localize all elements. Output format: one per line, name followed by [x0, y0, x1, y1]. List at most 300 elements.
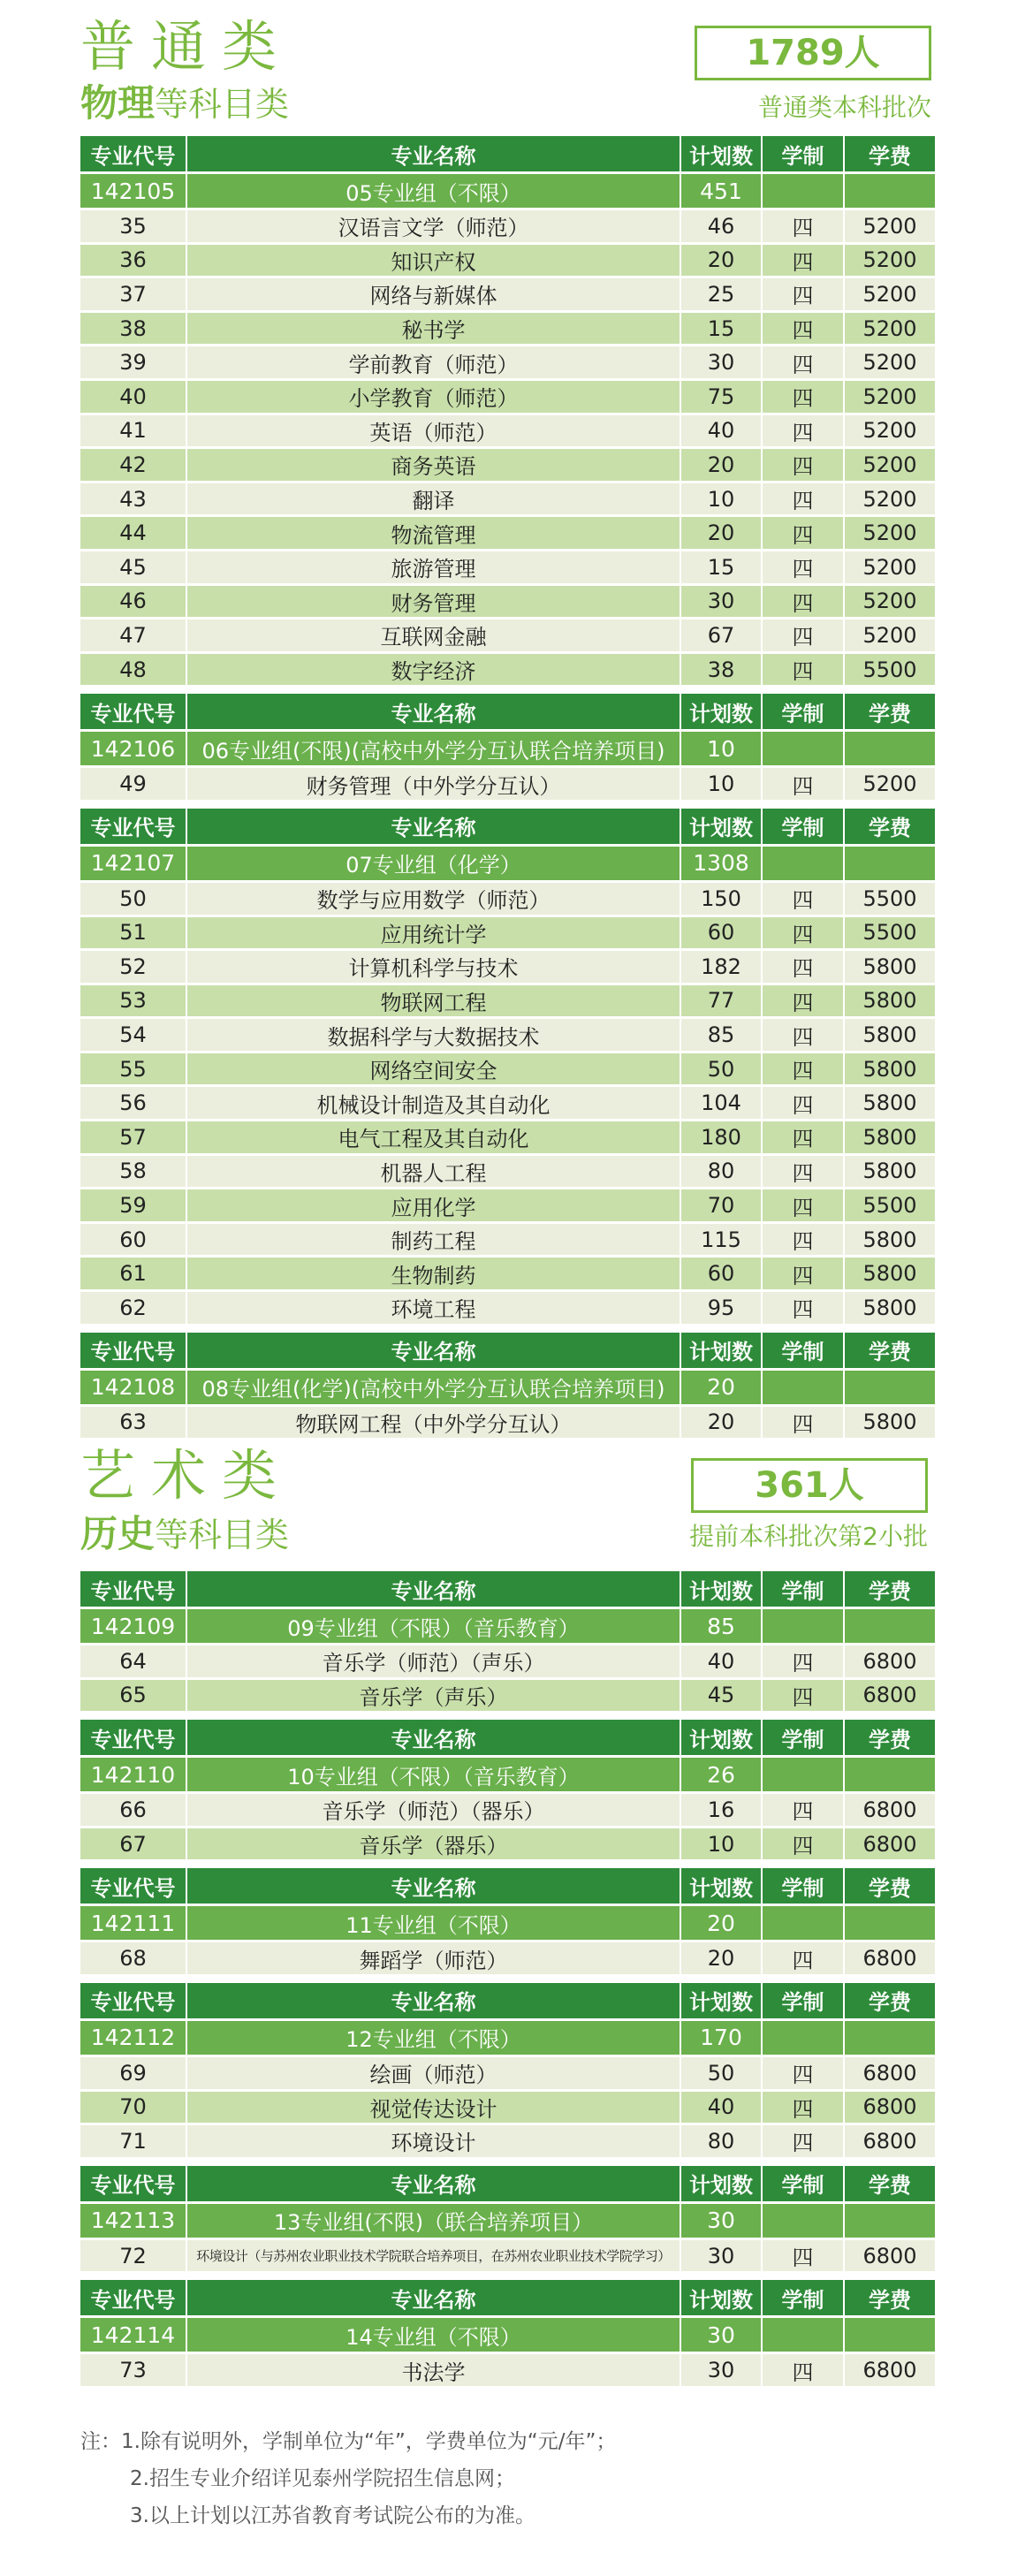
major-plan: 85 [681, 1019, 763, 1051]
major-name: 机械设计制造及其自动化 [187, 1087, 681, 1119]
group-row [80, 1758, 935, 1791]
major-code: 50 [80, 883, 187, 915]
table-row [80, 985, 935, 1017]
major-code: 53 [80, 985, 187, 1017]
major-plan: 40 [681, 1645, 763, 1677]
major-plan: 30 [681, 2354, 763, 2386]
major-fee: 6800 [862, 2128, 917, 2154]
group-table [80, 1720, 935, 1859]
major-fee: 6800 [862, 2358, 917, 2383]
major-name: 计算机科学与技术 [187, 951, 681, 983]
major-fee: 6800 [862, 1797, 917, 1822]
major-fee: 5200 [862, 771, 917, 797]
major-years: 四 [763, 1292, 845, 1324]
group-plan: 20 [681, 1906, 763, 1940]
table-row [80, 517, 935, 549]
major-years: 四 [763, 2240, 845, 2272]
group-years-empty [763, 1609, 845, 1643]
major-name: 生物制药 [187, 1258, 681, 1289]
group-fee-empty [845, 174, 935, 208]
major-code: 69 [80, 2057, 187, 2089]
col-header-plan: 计划数 [681, 694, 763, 729]
col-header-name: 专业名称 [187, 1333, 681, 1368]
table-row [80, 1258, 935, 1289]
major-years: 四 [763, 1087, 845, 1119]
col-header-plan: 计划数 [681, 1983, 763, 2018]
table-header-row [80, 809, 935, 844]
subject-bold: 物理 [80, 81, 156, 125]
col-header-name: 专业名称 [187, 1868, 681, 1904]
major-name: 应用统计学 [187, 917, 681, 949]
major-code: 72 [80, 2240, 187, 2272]
major-plan: 180 [681, 1121, 763, 1153]
group-code: 142114 [80, 2318, 187, 2352]
general-section [80, 14, 935, 1447]
group-plan: 26 [681, 1758, 763, 1791]
group-row [80, 1906, 935, 1940]
footnotes [80, 2423, 616, 2534]
major-years: 四 [763, 768, 845, 800]
section-subject [80, 1514, 289, 1555]
major-code: 37 [80, 278, 187, 310]
major-fee: 5200 [862, 213, 917, 239]
major-code: 71 [80, 2125, 187, 2157]
major-years: 四 [763, 1121, 845, 1153]
major-name: 视觉传达设计 [187, 2092, 681, 2124]
table-row [80, 1053, 935, 1085]
major-code: 38 [80, 313, 187, 345]
table-row [80, 483, 935, 515]
table-row [80, 1942, 935, 1974]
table-row [80, 2092, 935, 2124]
subject-bold: 历史 [80, 1512, 156, 1555]
col-header-fee: 学费 [869, 2173, 911, 2199]
table-row [80, 654, 935, 686]
major-plan: 182 [681, 951, 763, 983]
major-plan: 80 [681, 1156, 763, 1188]
major-fee: 5800 [862, 1056, 917, 1082]
major-name: 数字经济 [187, 654, 681, 686]
major-plan: 115 [681, 1224, 763, 1256]
major-code: 58 [80, 1156, 187, 1188]
table-row [80, 1156, 935, 1188]
group-years-empty [763, 2318, 845, 2352]
major-fee: 5200 [862, 247, 917, 273]
section-title: 艺术类 [80, 1443, 293, 1508]
group-row [80, 2021, 935, 2055]
major-fee: 5200 [862, 589, 917, 614]
group-row [80, 847, 935, 880]
group-fee-empty [845, 732, 935, 765]
group-fee-empty [845, 1371, 935, 1404]
group-plan: 10 [681, 732, 763, 765]
table-row [80, 1292, 935, 1324]
major-code: 35 [80, 210, 187, 242]
col-header-years: 学制 [763, 1571, 845, 1607]
major-code: 55 [80, 1053, 187, 1085]
col-header-code: 专业代号 [80, 2166, 187, 2201]
col-header-name: 专业名称 [187, 2280, 681, 2315]
major-name: 商务英语 [187, 449, 681, 481]
group-code: 142113 [80, 2204, 187, 2238]
major-years: 四 [763, 1189, 845, 1221]
major-fee: 6800 [862, 1831, 917, 1857]
group-code: 142112 [80, 2021, 187, 2055]
table-row [80, 2057, 935, 2089]
major-fee: 5200 [862, 554, 917, 580]
major-plan: 77 [681, 985, 763, 1017]
table-header-row [80, 1720, 935, 1755]
major-code: 43 [80, 483, 187, 515]
table-header-row [80, 1868, 935, 1904]
col-header-plan: 计划数 [681, 1868, 763, 1904]
group-row [80, 2318, 935, 2352]
major-code: 44 [80, 517, 187, 549]
col-header-name: 专业名称 [187, 1720, 681, 1755]
major-years: 四 [763, 586, 845, 618]
table-row [80, 2125, 935, 2157]
col-header-code: 专业代号 [80, 1720, 187, 1755]
major-years: 四 [763, 619, 845, 651]
group-years-empty [763, 847, 845, 880]
col-header-years: 学制 [763, 1720, 845, 1755]
major-years: 四 [763, 381, 845, 413]
major-fee: 6800 [862, 2243, 917, 2268]
major-code: 66 [80, 1794, 187, 1826]
major-years: 四 [763, 985, 845, 1017]
group-table [80, 809, 935, 1324]
major-code: 36 [80, 245, 187, 277]
table-row [80, 1019, 935, 1051]
major-name: 电气工程及其自动化 [187, 1121, 681, 1153]
group-name: 13专业组(不限)（联合培养项目） [187, 2204, 681, 2238]
major-code: 65 [80, 1680, 187, 1712]
col-header-name: 专业名称 [187, 694, 681, 729]
major-fee: 5800 [862, 1022, 917, 1048]
major-years: 四 [763, 2125, 845, 2157]
table-row [80, 210, 935, 242]
group-years-empty [763, 1758, 845, 1791]
major-name: 环境设计（与苏州农业职业技术学院联合培养项目，在苏州农业职业技术学院学习） [187, 2240, 681, 2272]
group-code: 142110 [80, 1758, 187, 1791]
major-code: 67 [80, 1828, 187, 1860]
major-plan: 60 [681, 917, 763, 949]
major-years: 四 [763, 1407, 845, 1439]
major-fee: 5200 [862, 281, 917, 307]
major-plan: 95 [681, 1292, 763, 1324]
table-row [80, 381, 935, 413]
major-code: 60 [80, 1224, 187, 1256]
major-years: 四 [763, 449, 845, 481]
group-years-empty [763, 732, 845, 765]
group-name: 07专业组（化学） [187, 847, 681, 880]
table-header-row [80, 1983, 935, 2018]
major-plan: 70 [681, 1189, 763, 1221]
major-plan: 50 [681, 1053, 763, 1085]
group-plan: 20 [681, 1371, 763, 1404]
major-years: 四 [763, 483, 845, 515]
batch-label: 提前本科批次第2小批 [689, 1522, 928, 1551]
major-plan: 20 [681, 245, 763, 277]
major-plan: 80 [681, 2125, 763, 2157]
major-years: 四 [763, 2092, 845, 2124]
major-name: 物联网工程（中外学分互认） [187, 1407, 681, 1439]
major-plan: 25 [681, 278, 763, 310]
major-years: 四 [763, 1224, 845, 1256]
col-header-name: 专业名称 [187, 2166, 681, 2201]
major-years: 四 [763, 1794, 845, 1826]
major-name: 音乐学（师范）（声乐） [187, 1645, 681, 1677]
major-plan: 10 [681, 483, 763, 515]
major-plan: 40 [681, 415, 763, 447]
major-plan: 38 [681, 654, 763, 686]
major-name: 物联网工程 [187, 985, 681, 1017]
col-header-name: 专业名称 [187, 136, 681, 171]
col-header-fee: 学费 [869, 1875, 911, 1901]
major-name: 网络与新媒体 [187, 278, 681, 310]
major-fee: 5200 [862, 315, 917, 341]
major-years: 四 [763, 313, 845, 345]
major-years: 四 [763, 278, 845, 310]
group-plan: 170 [681, 2021, 763, 2055]
major-years: 四 [763, 883, 845, 915]
major-code: 52 [80, 951, 187, 983]
major-years: 四 [763, 517, 845, 549]
table-row [80, 883, 935, 915]
table-row [80, 1828, 935, 1860]
major-plan: 67 [681, 619, 763, 651]
table-row [80, 2240, 935, 2272]
major-fee: 5200 [862, 418, 917, 444]
major-name: 翻译 [187, 483, 681, 515]
major-fee: 5200 [862, 384, 917, 409]
col-header-plan: 计划数 [681, 1333, 763, 1368]
col-header-fee: 学费 [869, 701, 911, 726]
table-row [80, 1087, 935, 1119]
major-code: 70 [80, 2092, 187, 2124]
major-fee: 6800 [862, 2060, 917, 2086]
group-code: 142107 [80, 847, 187, 880]
group-years-empty [763, 1371, 845, 1404]
major-name: 财务管理 [187, 586, 681, 618]
major-plan: 16 [681, 1794, 763, 1826]
group-table [80, 694, 935, 800]
group-table [80, 2166, 935, 2272]
group-code: 142105 [80, 174, 187, 208]
col-header-name: 专业名称 [187, 1983, 681, 2018]
table-row [80, 346, 935, 378]
major-fee: 5200 [862, 521, 917, 546]
major-code: 73 [80, 2354, 187, 2386]
major-code: 46 [80, 586, 187, 618]
major-code: 63 [80, 1407, 187, 1439]
art-tables [80, 1571, 935, 2386]
major-fee: 5200 [862, 622, 917, 648]
col-header-code: 专业代号 [80, 2280, 187, 2315]
section-title: 普通类 [80, 14, 293, 79]
major-years: 四 [763, 917, 845, 949]
col-header-fee: 学费 [869, 1990, 911, 2016]
col-header-fee: 学费 [869, 1727, 911, 1752]
major-name: 网络空间安全 [187, 1053, 681, 1085]
major-fee: 5500 [862, 1193, 917, 1219]
col-header-years: 学制 [763, 2166, 845, 2201]
col-header-plan: 计划数 [681, 1720, 763, 1755]
col-header-fee: 学费 [869, 2287, 911, 2313]
general-tables [80, 136, 935, 1438]
table-header-row [80, 1571, 935, 1607]
major-plan: 75 [681, 381, 763, 413]
major-name: 环境工程 [187, 1292, 681, 1324]
group-fee-empty [845, 1906, 935, 1940]
major-years: 四 [763, 1680, 845, 1712]
group-plan: 1308 [681, 847, 763, 880]
table-row [80, 768, 935, 800]
major-fee: 5500 [862, 920, 917, 946]
table-row [80, 951, 935, 983]
table-header-row [80, 2280, 935, 2315]
major-fee: 5800 [862, 988, 917, 1014]
major-years: 四 [763, 654, 845, 686]
major-name: 物流管理 [187, 517, 681, 549]
major-code: 40 [80, 381, 187, 413]
col-header-fee: 学费 [869, 143, 911, 169]
major-plan: 15 [681, 551, 763, 583]
major-code: 45 [80, 551, 187, 583]
major-plan: 30 [681, 346, 763, 378]
major-years: 四 [763, 210, 845, 242]
group-years-empty [763, 2021, 845, 2055]
major-code: 54 [80, 1019, 187, 1051]
table-row [80, 619, 935, 651]
major-years: 四 [763, 245, 845, 277]
major-code: 49 [80, 768, 187, 800]
group-table [80, 1868, 935, 1974]
major-plan: 46 [681, 210, 763, 242]
subject-rest: 等科目类 [155, 85, 290, 124]
major-name: 旅游管理 [187, 551, 681, 583]
major-name: 舞蹈学（师范） [187, 1942, 681, 1974]
major-fee: 5200 [862, 486, 917, 512]
col-header-name: 专业名称 [187, 1571, 681, 1607]
major-name: 应用化学 [187, 1189, 681, 1221]
group-code: 142111 [80, 1906, 187, 1940]
major-name: 小学教育（师范） [187, 381, 681, 413]
major-name: 音乐学（声乐） [187, 1680, 681, 1712]
table-header-row [80, 136, 935, 171]
table-row [80, 2354, 935, 2386]
major-code: 42 [80, 449, 187, 481]
major-plan: 20 [681, 517, 763, 549]
group-fee-empty [845, 1758, 935, 1791]
group-plan: 30 [681, 2204, 763, 2238]
major-plan: 50 [681, 2057, 763, 2089]
major-fee: 6800 [862, 1648, 917, 1674]
major-plan: 30 [681, 586, 763, 618]
col-header-years: 学制 [763, 2280, 845, 2315]
col-header-code: 专业代号 [80, 809, 187, 844]
col-header-code: 专业代号 [80, 1571, 187, 1607]
group-name: 11专业组（不限） [187, 1906, 681, 1940]
table-header-row [80, 1333, 935, 1368]
major-plan: 104 [681, 1087, 763, 1119]
major-fee: 5500 [862, 657, 917, 682]
group-years-empty [763, 1906, 845, 1940]
major-years: 四 [763, 1645, 845, 1677]
table-row [80, 1680, 935, 1712]
major-code: 57 [80, 1121, 187, 1153]
group-row [80, 1609, 935, 1643]
major-name: 英语（师范） [187, 415, 681, 447]
col-header-code: 专业代号 [80, 1868, 187, 1904]
col-header-code: 专业代号 [80, 1333, 187, 1368]
major-years: 四 [763, 346, 845, 378]
col-header-fee: 学费 [869, 1340, 911, 1365]
col-header-plan: 计划数 [681, 809, 763, 844]
table-row [80, 917, 935, 949]
major-plan: 15 [681, 313, 763, 345]
major-years: 四 [763, 2057, 845, 2089]
group-code: 142109 [80, 1609, 187, 1643]
col-header-plan: 计划数 [681, 1571, 763, 1607]
col-header-plan: 计划数 [681, 2280, 763, 2315]
major-years: 四 [763, 415, 845, 447]
major-years: 四 [763, 1828, 845, 1860]
major-fee: 6800 [862, 1946, 917, 1972]
general-section-header [80, 14, 935, 136]
major-fee: 5200 [862, 452, 917, 477]
major-name: 数学与应用数学（师范） [187, 883, 681, 915]
group-row [80, 732, 935, 765]
major-fee: 5800 [862, 1261, 917, 1287]
major-plan: 20 [681, 449, 763, 481]
note-line-3: 3.以上计划以江苏省教育考试院公布的为准。 [130, 2504, 535, 2527]
major-fee: 5800 [862, 1227, 917, 1252]
group-row [80, 1371, 935, 1404]
col-header-years: 学制 [763, 1983, 845, 2018]
group-code: 142108 [80, 1371, 187, 1404]
group-table [80, 1333, 935, 1439]
major-years: 四 [763, 1053, 845, 1085]
table-header-row [80, 2166, 935, 2201]
art-section-header [80, 1443, 935, 1571]
major-name: 汉语言文学（师范） [187, 210, 681, 242]
group-fee-empty [845, 847, 935, 880]
major-code: 48 [80, 654, 187, 686]
major-plan: 10 [681, 1828, 763, 1860]
major-name: 绘画（师范） [187, 2057, 681, 2089]
group-row [80, 2204, 935, 2238]
table-row [80, 278, 935, 310]
quota-badge: 1789人 [695, 26, 931, 80]
major-plan: 20 [681, 1942, 763, 1974]
major-years: 四 [763, 1156, 845, 1188]
table-row [80, 586, 935, 618]
major-plan: 20 [681, 1407, 763, 1439]
major-plan: 40 [681, 2092, 763, 2124]
art-section [80, 1443, 935, 2395]
major-plan: 150 [681, 883, 763, 915]
note-prefix: 注： [80, 2430, 121, 2453]
table-row [80, 313, 935, 345]
quota-badge: 361人 [691, 1458, 928, 1513]
major-fee: 5800 [862, 1124, 917, 1150]
table-row [80, 1189, 935, 1221]
group-name: 09专业组（不限）（音乐教育） [187, 1609, 681, 1643]
major-fee: 5500 [862, 885, 917, 911]
major-years: 四 [763, 1942, 845, 1974]
table-row [80, 1407, 935, 1439]
